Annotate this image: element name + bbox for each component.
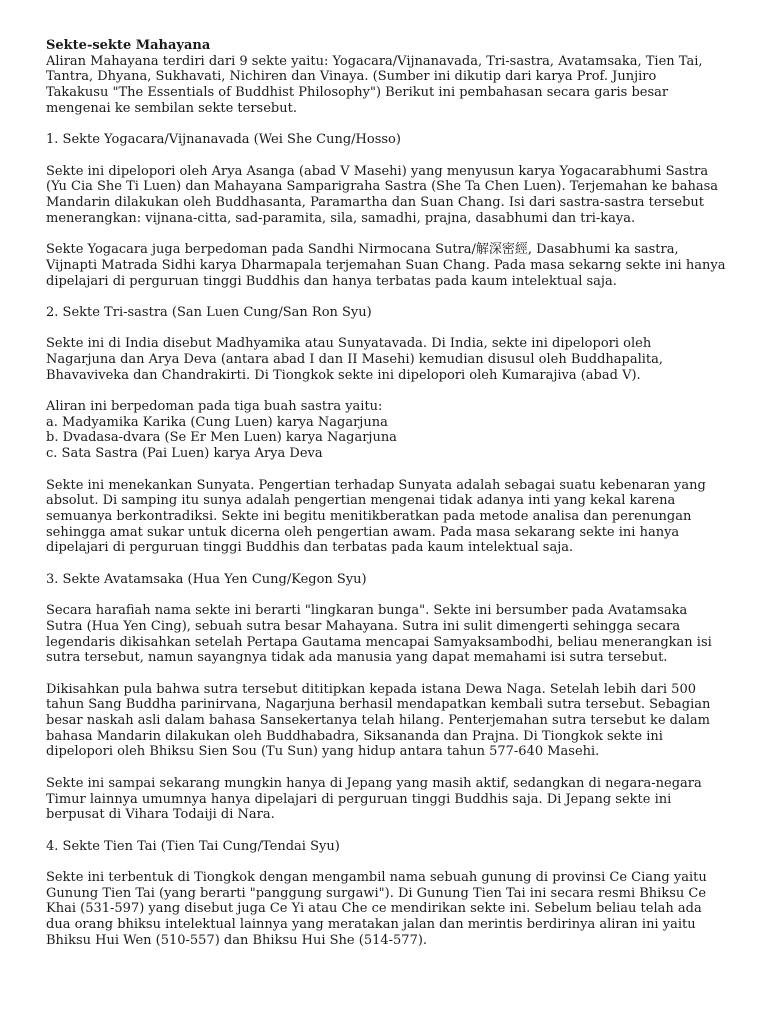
intro-paragraph: Aliran Mahayana terdiri dari 9 sekte yaitu: Yogacara/Vijnanavada, Tri-sastra, Avatamsaka, Tien Tai, Tantra, Dhyana, Sukhavati, Nichiren dan Vinaya. (Sumber ini dikutip dari karya Prof. Junjiro Takakusu "The Essentials of Buddhist Philosophy") Berikut ini pembahasan secara garis besar mengenai ke sembilan sekte tersebut.	[46, 53, 703, 116]
section-3-paragraph-1: Secara harafiah nama sekte ini berarti "lingkaran bunga". Sekte ini bersumber pada Avatamsaka Sutra (Hua Yen Cing), sebuah sutra besar Mahayana. Sutra ini sulit dimengerti sehingga secara legendaris dikisahkan setelah Pertapa Gautama mencapai Samyaksambodhi, beliau menerangkan isi sutra tersebut, namun sayangnya tidak ada manusia yang dapat memahami isi sutra tersebut.	[46, 603, 712, 666]
list-item: a. Madyamika Karika (Cung Luen) karya Nagarjuna	[46, 414, 388, 430]
section-1-paragraph-1: Sekte ini dipelopori oleh Arya Asanga (abad V Masehi) yang menyusun karya Yogacarabhumi Sastra (Yu Cia She Ti Luen) dan Mahayana Samparigraha Sastra (She Ta Chen Luen). Terjemahan ke bahasa Mandarin dilakukan oleh Buddhasanta, Paramartha dan Suan Chang. Isi dari sastra-sastra tersebut menerangkan: vijnana-citta, sad-paramita, sila, samadhi, prajna, dasabhumi dan tri-kaya.	[46, 163, 719, 226]
section-2-heading: 2. Sekte Tri-sastra (San Luen Cung/San Ron Syu)	[46, 304, 372, 320]
document-page	[46, 38, 736, 964]
section-2-sastra-list	[46, 399, 736, 462]
list-item: b. Dvadasa-dvara (Se Er Men Luen) karya Nagarjuna	[46, 430, 397, 446]
section-1-paragraph-2: Sekte Yogacara juga berpedoman pada Sandhi Nirmocana Sutra/解深密經, Dasabhumi ka sastra, Vijnapti Matrada Sidhi karya Dharmapala terjemahan Suan Chang. Pada masa sekarng sekte ini hanya dipelajari di perguruan tinggi Buddhis dan hanya terbatas pada kaum intelektual saja.	[46, 242, 726, 289]
section-2-paragraph-2: Sekte ini menekankan Sunyata. Pengertian terhadap Sunyata adalah sebagai suatu kebenaran yang absolut. Di samping itu sunya adalah pengertian mengenai tidak adanya inti yang kekal karena semuanya berkontradiksi. Sekte ini begitu menitikberatkan pada metode analisa dan perenungan sehingga amat sukar untuk dicerna oleh pengertian awam. Pada masa sekarang sekte ini hanya dipelajari di perguruan tinggi Buddhis dan terbatas pada kaum intelektual saja.	[46, 477, 706, 556]
section-4-paragraph-1: Sekte ini terbentuk di Tiongkok dengan mengambil nama sebuah gunung di provinsi Ce Ciang yaitu Gunung Tien Tai (yang berarti "panggung surgawi"). Di Gunung Tien Tai ini secara resmi Bhiksu Ce Khai (531-597) yang disebut juga Ce Yi atau Che ce mendirikan sekte ini. Sebelum beliau telah ada dua orang bhiksu intelektual lainnya yang meratakan jalan dan merintis berdirinya aliran ini yaitu Bhiksu Hui Wen (510-557) dan Bhiksu Hui She (514-577).	[46, 870, 707, 948]
section-1-heading: 1. Sekte Yogacara/Vijnanavada (Wei She Cung/Hosso)	[46, 132, 401, 148]
section-4-heading: 4. Sekte Tien Tai (Tien Tai Cung/Tendai Syu)	[46, 838, 340, 854]
list-intro: Aliran ini berpedoman pada tiga buah sastra yaitu:	[46, 399, 383, 415]
list-item: c. Sata Sastra (Pai Luen) karya Arya Deva	[46, 446, 323, 462]
section-3-paragraph-3: Sekte ini sampai sekarang mungkin hanya di Jepang yang masih aktif, sedangkan di negara-negara Timur lainnya umumnya hanya dipelajari di perguruan tinggi Buddhis saja. Di Jepang sekte ini berpusat di Vihara Todaiji di Nara.	[46, 775, 702, 823]
document-title: Sekte-sekte Mahayana	[46, 38, 211, 53]
section-2-paragraph-1: Sekte ini di India disebut Madhyamika atau Sunyatavada. Di India, sekte ini dipelopori oleh Nagarjuna dan Arya Deva (antara abad I dan II Masehi) kemudian disusul oleh Buddhapalita, Bhavaviveka dan Chandrakirti. Di Tiongkok sekte ini dipelopori oleh Kumarajiva (abad V).	[46, 336, 664, 383]
section-3-heading: 3. Sekte Avatamsaka (Hua Yen Cung/Kegon Syu)	[46, 571, 367, 587]
section-3-paragraph-2: Dikisahkan pula bahwa sutra tersebut dititipkan kepada istana Dewa Naga. Setelah lebih dari 500 tahun Sang Buddha parinirvana, Nagarjuna berhasil mendapatkan kembali sutra tersebut. Sebagian besar naskah asli dalam bahasa Sansekertanya telah hilang. Penterjemahan sutra tersebut ke dalam bahasa Mandarin dilakukan oleh Buddhabadra, Siksananda dan Prajna. Di Tiongkok sekte ini dipelopori oleh Bhiksu Sien Sou (Tu Sun) yang hidup antara tahun 577-640 Masehi.	[46, 681, 711, 760]
